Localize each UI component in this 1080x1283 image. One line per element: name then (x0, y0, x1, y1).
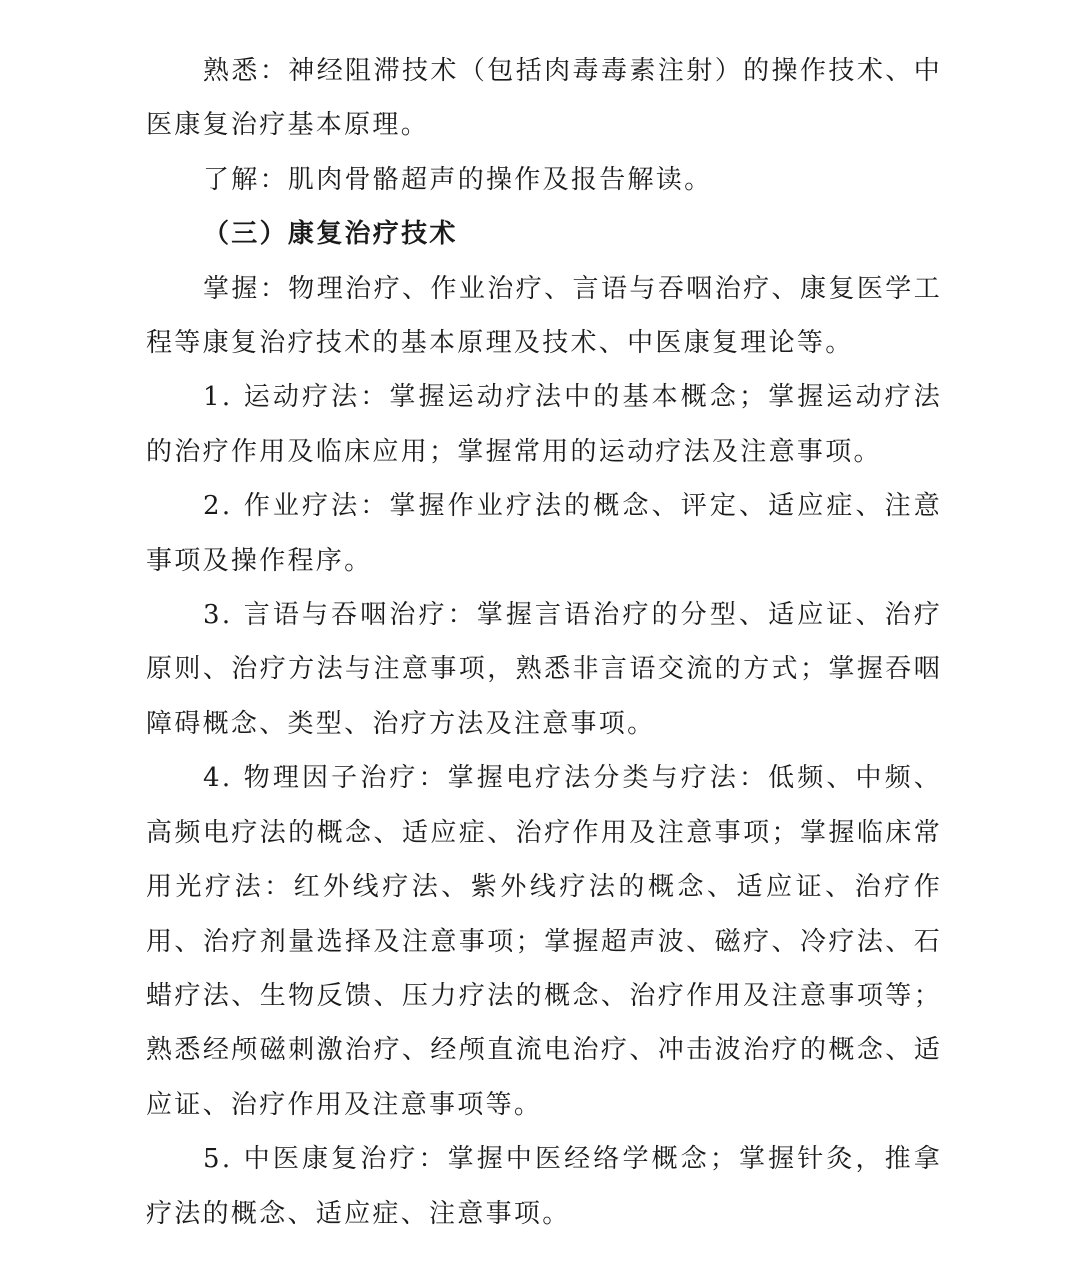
section-heading: （三）康复治疗技术 (203, 219, 458, 250)
paragraph-physical-factor-therapy: 4. 物理因子治疗：掌握电疗法分类与疗法：低频、中频、高频电疗法的概念、适应症、治疗作用及注意事项；掌握临床常用光疗法：红外线疗法、紫外线疗法的概念、适应证、治疗作用、治疗剂量选择及注意事项；掌握超声波、磁疗、冷疗法、石蜡疗法、生物反馈、压力疗法的概念、治疗作用及注意事项等；熟悉经颅磁刺激治疗、经颅直流电治疗、冲击波治疗的概念、适应证、治疗作用及注意事项等。 (146, 763, 942, 1120)
paragraph-exercise-therapy: 1. 运动疗法：掌握运动疗法中的基本概念；掌握运动疗法的治疗作用及临床应用；掌握常用的运动疗法及注意事项。 (146, 382, 942, 467)
paragraph-understand: 了解：肌肉骨骼超声的操作及报告解读。 (203, 164, 713, 195)
paragraph-speech-swallow-therapy: 3. 言语与吞咽治疗：掌握言语治疗的分型、适应证、治疗原则、治疗方法与注意事项，熟悉非言语交流的方式；掌握吞咽障碍概念、类型、治疗方法及注意事项。 (146, 600, 942, 739)
paragraph-master-overview: 掌握：物理治疗、作业治疗、言语与吞咽治疗、康复医学工程等康复治疗技术的基本原理及技术、中医康复理论等。 (146, 273, 942, 359)
paragraph-occupational-therapy: 2. 作业疗法：掌握作业疗法的概念、评定、适应症、注意事项及操作程序。 (146, 491, 942, 576)
paragraph-familiar: 熟悉：神经阻滞技术（包括肉毒毒素注射）的操作技术、中医康复治疗基本原理。 (146, 56, 942, 141)
paragraph-tcm-rehab: 5. 中医康复治疗：掌握中医经络学概念；掌握针灸，推拿疗法的概念、适应症、注意事项。 (146, 1144, 942, 1229)
document-page (146, 44, 942, 1241)
